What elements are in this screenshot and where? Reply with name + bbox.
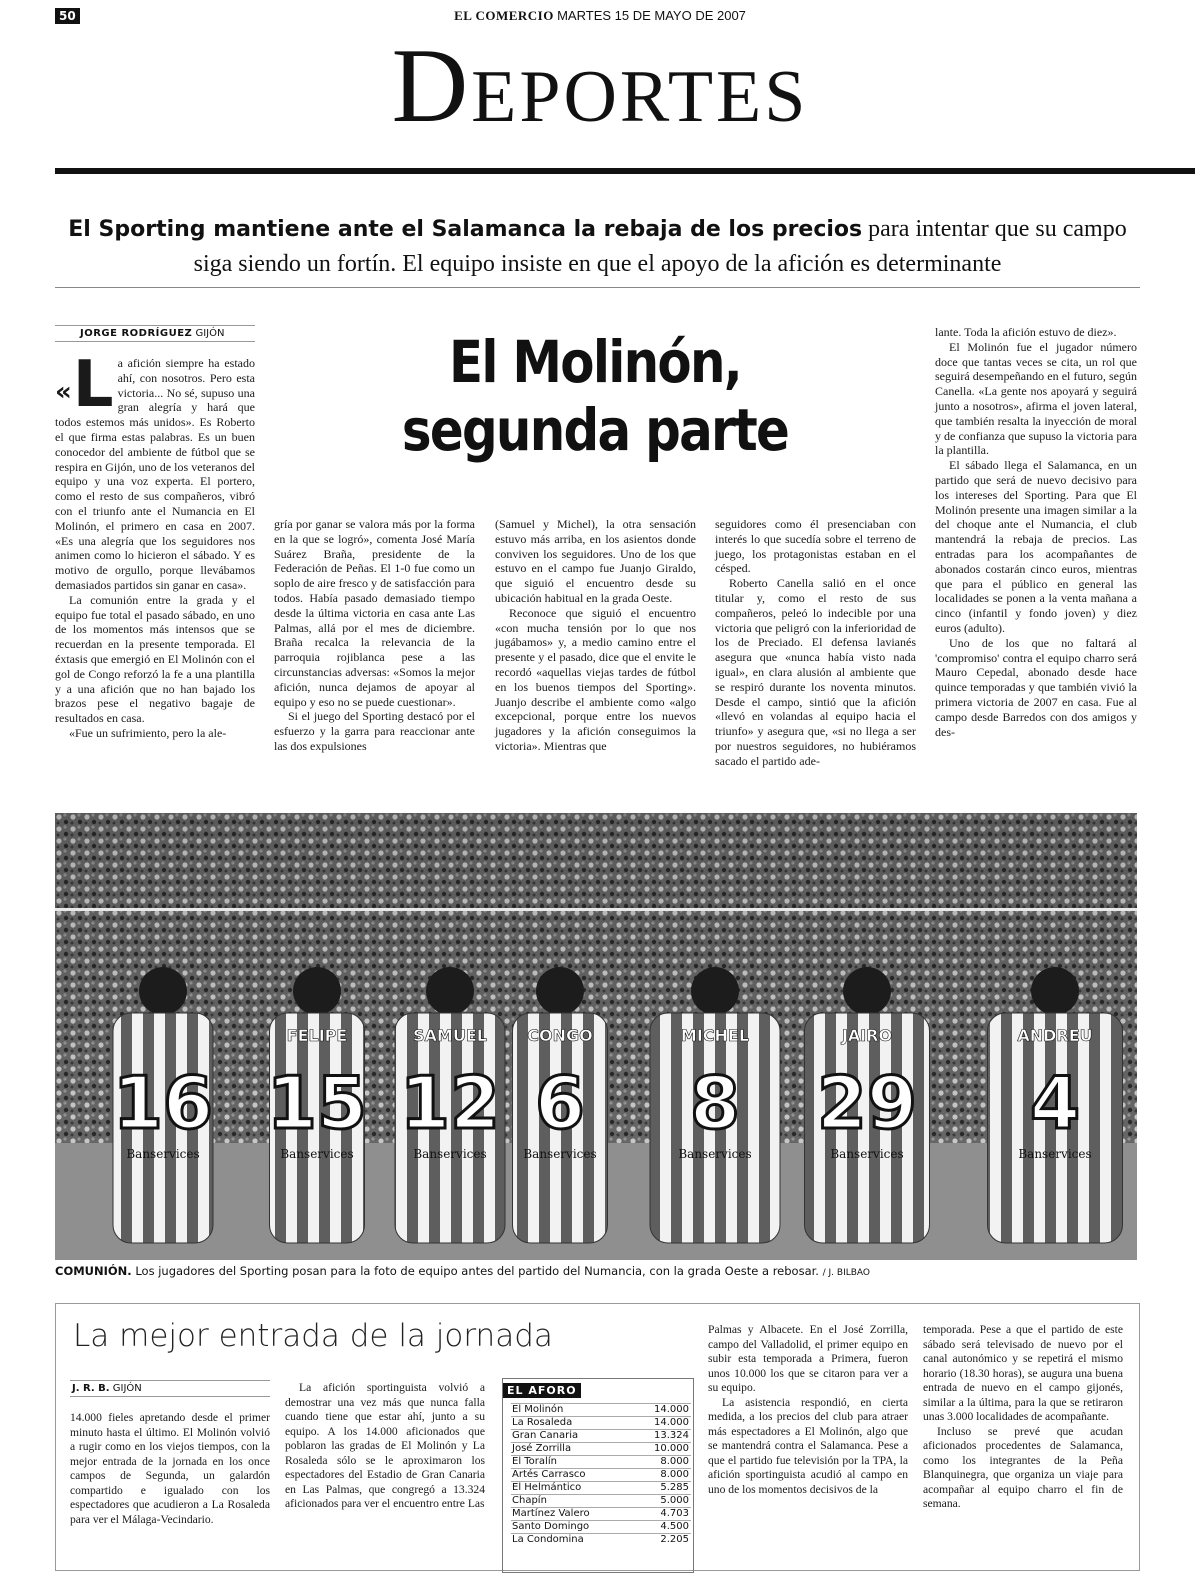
article-column-5: [935, 325, 1137, 739]
stadium-name: La Condomina: [511, 1534, 632, 1547]
shirt-name: MICHEL: [680, 1026, 750, 1045]
paragraph: 14.000 fieles apretando desde el primer minuto hasta el último. El Molinón volvió a rugir como en los viejos tiempos, con la mejor entrada de la jornada en los once campos de Segunda, un galardón compartido e igualado con los espectadores que acudieron a La Rosaleda para ver el Málaga-Vecindario.: [70, 1411, 270, 1526]
caption-text: Los jugadores del Sporting posan para la foto de equipo antes del partido del Numancia, con la grada Oeste a rebosar.: [135, 1264, 819, 1278]
paragraph: Reconoce que siguió el encuentro «con mucha tensión por lo que nos jugábamos» y, a medio camino entre el presente y el pasado, dice que el envite le recordó «aquellas viejas tardes de fútbol en los buenos tiempos del Sporting». Juanjo describe el ambiente como «algo excepcional, porque entre los nuevos jugadores y la afición conseguimos la victoria». Mientras que: [495, 605, 696, 753]
team-photo-illustration: [55, 813, 1137, 1260]
photo-caption: [55, 1264, 1140, 1278]
stadium-name: Gran Canaria: [511, 1430, 632, 1443]
attendance-value: 14.000: [632, 1417, 691, 1430]
shirt-number: 16: [112, 1061, 214, 1145]
article-column-4: [715, 517, 916, 769]
headline-line-1: El Molinón,: [449, 328, 741, 396]
headline-line-2: segunda parte: [401, 396, 789, 464]
attendance-value: 5.285: [632, 1482, 691, 1495]
shirt-sponsor: Banservices: [413, 1147, 487, 1161]
player-head: [139, 967, 187, 1015]
shirt-sponsor: Banservices: [126, 1147, 200, 1161]
stadium-name: El Molinón: [511, 1404, 632, 1417]
dropcap-quote: «: [55, 377, 72, 407]
paragraph: a afición siempre ha estado ahí, con nosotros. Pero esta victoria... No sé, supuso una gran alegría y hará que todos estemos más unidos». Es Roberto el que firma estas palabras. Es un buen conocedor del ambiente de fútbol que se respira en Gijón, uno de los veteranos del equipo y una voz experta. El portero, como el resto de sus compañeros, vibró con el triunfo ante el Numancia en El Molinón, el primero en casa en 2007. «Es una alegría que los seguidores nos animen como lo hicieron el sábado. Y es motivo de orgullo, porque llevábamos demasiados partidos sin ganar en casa».: [55, 356, 255, 592]
table-row: [511, 1469, 691, 1482]
sidebar-byline-place: GIJÓN: [112, 1383, 142, 1394]
stadium-name: La Rosaleda: [511, 1417, 632, 1430]
article-column-2: [274, 517, 475, 754]
attendance-value: 4.703: [632, 1508, 691, 1521]
dropcap-letter: L: [72, 348, 114, 422]
table-row: [511, 1456, 691, 1469]
shirt-sponsor: Banservices: [523, 1147, 597, 1161]
page-number: 50: [55, 8, 80, 24]
player-head: [843, 967, 891, 1015]
shirt-sponsor: Banservices: [678, 1147, 752, 1161]
shirt-name: SAMUEL: [413, 1026, 487, 1045]
paragraph: La comunión entre la grada y el equipo fue total el pasado sábado, en uno de los momentos más intensos que se recuerdan en la presente temporada. El éxtasis que emergió en El Molinón con el gol de Congo reforzó la fe a una plantilla y a una afición que no han bajado los brazos pese el negativo bagaje de resultados en casa.: [55, 592, 255, 726]
table-row: [511, 1443, 691, 1456]
table-row: [511, 1521, 691, 1534]
deck-rule: [55, 287, 1140, 288]
shirt-name: CONGO: [527, 1026, 593, 1045]
paragraph: «Fue un sufrimiento, pero la ale-: [69, 725, 227, 740]
paragraph: (Samuel y Michel), la otra sensación estuvo más arriba, en los asientos donde conviven los seguidores. Uno de los que estuvo en el campo fue Juanjo Giraldo, que siguió el encuentro desde su ubicación habitual en la grada Oeste.: [495, 517, 696, 605]
paragraph: Palmas y Albacete. En el José Zorrilla, campo del Valladolid, el primer equipo en subir esta temporada a Primera, fueron unos 10.000 los que se citaron para ver a su equipo.: [708, 1323, 908, 1394]
section-rule: [55, 168, 1195, 174]
shirt-sponsor: Banservices: [280, 1147, 354, 1161]
section-title: Deportes: [391, 27, 809, 144]
deck-rest: para intentar que su campo siga siendo un fortín. El equipo insiste en que el apoyo de la afición es determinante: [193, 216, 1127, 277]
paragraph: lante. Toda la afición estuvo de diez».: [935, 325, 1117, 339]
attendance-table-title: EL AFORO: [503, 1383, 581, 1398]
table-row: [511, 1495, 691, 1508]
shirt-sponsor: Banservices: [830, 1147, 904, 1161]
paragraph: La asistencia respondió, en cierta medida, a los precios del club para atraer más espectadores a El Molinón, algo que se mantendrá contra el Salamanca. Pese a que el partido fue televisión por la TPA, la afición sportinguista acudió al campo en uno de los momentos decisivos de la: [708, 1395, 908, 1496]
shirt-number: 6: [534, 1061, 586, 1145]
shirt-number: 12: [399, 1061, 501, 1145]
table-row: [511, 1534, 691, 1547]
table-row: [511, 1417, 691, 1430]
caption-label: COMUNIÓN.: [55, 1264, 132, 1278]
deck-lead: El Sporting mantiene ante el Salamanca la rebaja de los precios: [68, 217, 863, 242]
player-head: [426, 967, 474, 1015]
player-head: [293, 967, 341, 1015]
shirt-name: JAIRO: [841, 1026, 893, 1045]
stadium-name: El Toralín: [511, 1456, 632, 1469]
byline: [55, 325, 255, 342]
sidebar-column-2: [285, 1381, 485, 1512]
attendance-value: 8.000: [632, 1469, 691, 1482]
stadium-name: Martínez Valero: [511, 1508, 632, 1521]
paragraph: El sábado llega el Salamanca, en un partido que será de nuevo decisivo para los intereses del Sporting. Para que El Molinón presente una imagen similar a la del choque ante el Numancia, el club mantendrá la rebaja de precios. Las entradas para los acompañantes de abonados costarán cinco euros, mientras que para el público en general las localidades se ponen a la venta mañana a cinco (infantil y fondo joven) y diez euros (adulto).: [935, 458, 1137, 635]
sidebar-column-3: [708, 1323, 908, 1497]
article-column-3: [495, 517, 696, 754]
paragraph: El Molinón fue el jugador número doce que tantas veces se cita, un rol que seguirá desempeñando en el futuro, según Canella. «La gente nos apoyará y seguirá junto a nosotros», afirma el joven lateral, que también resalta la inyección de moral y de confianza que supuso la victoria para la plantilla.: [935, 339, 1137, 458]
newspaper-name: EL COMERCIO: [454, 8, 554, 23]
shirt-sponsor: Banservices: [1018, 1147, 1092, 1161]
attendance-table: [502, 1378, 694, 1573]
headline: [316, 328, 875, 464]
stadium-name: José Zorrilla: [511, 1443, 632, 1456]
paragraph: Uno de los que no faltará al 'compromiso' contra el equipo charro será Mauro Cepedal, abonado desde hace quince temporadas y que también vivió la primera victoria de 2007 en casa. Fue al campo desde Barredos con dos amigos y des-: [935, 635, 1137, 739]
attendance-value: 13.324: [632, 1430, 691, 1443]
paragraph: Si el juego del Sporting destacó por el esfuerzo y la garra para reaccionar ante las dos expulsiones: [274, 709, 475, 753]
team-photo: [55, 813, 1137, 1260]
stadium-name: Artés Carrasco: [511, 1469, 632, 1482]
publication-date: MARTES 15 DE MAYO DE 2007: [557, 8, 746, 23]
table-row: [511, 1482, 691, 1495]
attendance-table-grid: [511, 1403, 691, 1546]
photo-credit: / J. BILBAO: [822, 1268, 870, 1278]
sidebar-column-4: [923, 1323, 1123, 1512]
table-row: [511, 1430, 691, 1443]
player-head: [536, 967, 584, 1015]
paragraph: temporada. Pese a que el partido de este sábado será televisado de nuevo por el canal autonómico y se repetirá el mismo horario (18.30 horas), se augura una buena entrada de nuevo en el campo gijonés, similar a la última, para la que se retiraron unas 3.000 localidades de acompañante.: [923, 1323, 1123, 1423]
sidebar-byline-author: J. R. B.: [72, 1383, 110, 1394]
table-row: [511, 1508, 691, 1521]
shirt-number: 29: [816, 1061, 918, 1145]
shirt-number: 15: [266, 1061, 368, 1145]
sidebar-column-1: [70, 1411, 270, 1527]
sidebar-byline: [70, 1380, 270, 1397]
attendance-value: 4.500: [632, 1521, 691, 1534]
table-row: [511, 1404, 691, 1417]
article-column-1: [55, 348, 255, 741]
attendance-value: 5.000: [632, 1495, 691, 1508]
player-head: [691, 967, 739, 1015]
deck: [55, 212, 1140, 281]
sidebar-title: La mejor entrada de la jornada: [73, 1318, 553, 1354]
shirt-number: 4: [1029, 1061, 1081, 1145]
paragraph: Roberto Canella salió en el once titular y, como el resto de sus compañeros, peleó lo indecible por una victoria que peligró con la inferioridad de los de Preciado. El defensa lavianés asegura que «nunca había visto nada igual», en clara alusión al ambiente que se respiró durante los noventa minutos. Desde el campo, sintió que la afición «llevó en volandas al equipo hacia el triunfo» y asegura que, «si no llega a ser por nuestros seguidores, no hubiéramos sacado el partido ade-: [715, 576, 916, 768]
attendance-value: 14.000: [632, 1404, 691, 1417]
stadium-name: Chapín: [511, 1495, 632, 1508]
shirt-name: FELIPE: [286, 1026, 348, 1045]
stadium-name: El Helmántico: [511, 1482, 632, 1495]
attendance-value: 8.000: [632, 1456, 691, 1469]
shirt-number: 8: [689, 1061, 741, 1145]
attendance-value: 2.205: [632, 1534, 691, 1547]
paragraph: seguidores como él presenciaban con interés lo que sucedía sobre el terreno de juego, los protagonistas estaban en el césped.: [715, 517, 916, 576]
attendance-value: 10.000: [632, 1443, 691, 1456]
byline-author: JORGE RODRÍGUEZ: [80, 328, 193, 339]
stadium-name: Santo Domingo: [511, 1521, 632, 1534]
player-head: [1031, 967, 1079, 1015]
paragraph: La afición sportinguista volvió a demostrar una vez más que nunca falla cuando tiene que estar ahí, junto a su equipo. A los 14.000 aficionados que poblaron las gradas de El Molinón y La Rosaleda sólo se le aproximaron los espectadores del Estadio de Gran Canaria en Las Palmas, que congregó a 13.324 aficionados para ver el encuentro entre Las: [285, 1381, 485, 1510]
paragraph: gría por ganar se valora más por la forma en la que se logró», comenta José María Suárez Braña, presidente de la Federación de Peñas. El 1-0 fue como un soplo de aire fresco y de satisfacción para todos. Había pasado demasiado tiempo desde la última victoria en casa ante Las Palmas, allá por el mes de diciembre. Braña recalca la relevancia de la parroquia rojiblanca pese a las circunstancias adversas: «Somos la mejor afición, nunca dejamos de apoyar al equipo y eso no se puede cuestionar».: [274, 517, 475, 709]
shirt-name: ANDREU: [1017, 1026, 1093, 1045]
byline-place: GIJÓN: [195, 328, 225, 339]
paragraph: Incluso se prevé que acudan aficionados procedentes de Salamanca, como los integrantes de la Peña Blanquinegra, que organiza un viaje para acompañar al equipo charro el fin de semana.: [923, 1424, 1123, 1510]
